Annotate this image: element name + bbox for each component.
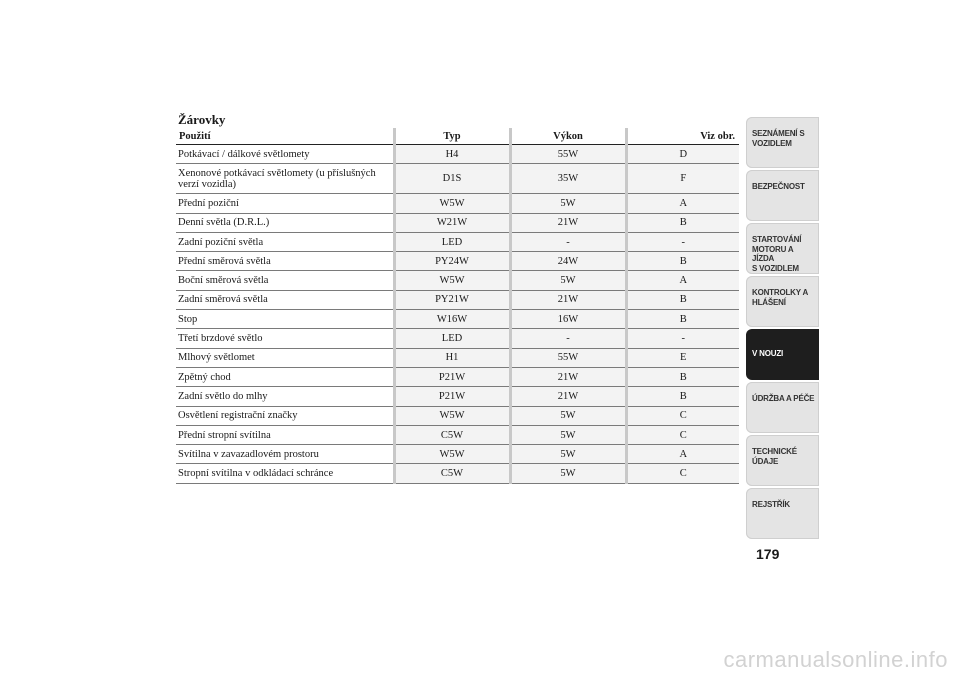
cell-type: P21W xyxy=(394,367,510,386)
cell-type: W21W xyxy=(394,213,510,232)
section-title: Žárovky xyxy=(178,112,226,127)
cell-usage: Osvětlení registrační značky xyxy=(176,406,394,425)
cell-figure: E xyxy=(626,348,739,367)
cell-type: W5W xyxy=(394,271,510,290)
cell-power: - xyxy=(510,329,626,348)
cell-power: 24W xyxy=(510,252,626,271)
table-row xyxy=(176,232,739,251)
cell-type: D1S xyxy=(394,164,510,194)
cell-figure: C xyxy=(626,464,739,483)
cell-power: 5W xyxy=(510,406,626,425)
cell-usage: Svítilna v zavazadlovém prostoru xyxy=(176,445,394,464)
cell-power: 5W xyxy=(510,194,626,213)
cell-figure: B xyxy=(626,252,739,271)
cell-usage: Přední stropní svítilna xyxy=(176,425,394,444)
cell-power: - xyxy=(510,232,626,251)
cell-type: W5W xyxy=(394,406,510,425)
chapter-nav xyxy=(746,117,819,541)
cell-figure: - xyxy=(626,232,739,251)
nav-tab-label: TECHNICKÉ xyxy=(752,447,797,456)
cell-figure: A xyxy=(626,445,739,464)
cell-power: 21W xyxy=(510,290,626,309)
cell-type: P21W xyxy=(394,387,510,406)
cell-usage: Zadní světlo do mlhy xyxy=(176,387,394,406)
nav-tab-label: STARTOVÁNÍ xyxy=(752,235,802,244)
table-row xyxy=(176,425,739,444)
table-row xyxy=(176,213,739,232)
header-usage: Použití xyxy=(176,128,394,145)
header-figure: Viz obr. xyxy=(626,128,739,145)
nav-tab-label: ÚDAJE xyxy=(752,456,779,466)
cell-figure: A xyxy=(626,271,739,290)
cell-usage: Zadní směrová světla xyxy=(176,290,394,309)
cell-figure: C xyxy=(626,406,739,425)
cell-figure: A xyxy=(626,194,739,213)
table-row xyxy=(176,310,739,329)
table-row xyxy=(176,329,739,348)
nav-tab[interactable] xyxy=(746,276,819,327)
cell-power: 55W xyxy=(510,145,626,164)
table-row xyxy=(176,406,739,425)
cell-figure: B xyxy=(626,387,739,406)
cell-type: LED xyxy=(394,232,510,251)
cell-usage: Boční směrová světla xyxy=(176,271,394,290)
nav-tab-label: ÚDRŽBA A PÉČE xyxy=(752,394,815,403)
header-power: Výkon xyxy=(510,128,626,145)
nav-tab-label: REJSTŘÍK xyxy=(752,500,790,509)
cell-figure: C xyxy=(626,425,739,444)
cell-type: LED xyxy=(394,329,510,348)
cell-usage: Přední směrová světla xyxy=(176,252,394,271)
nav-tab[interactable] xyxy=(746,488,819,539)
cell-usage: Potkávací / dálkové světlomety xyxy=(176,145,394,164)
cell-power: 5W xyxy=(510,464,626,483)
table-row xyxy=(176,164,739,194)
cell-power: 16W xyxy=(510,310,626,329)
table-row xyxy=(176,445,739,464)
cell-figure: - xyxy=(626,329,739,348)
cell-figure: F xyxy=(626,164,739,194)
nav-tab-label: VOZIDLEM xyxy=(752,138,792,148)
cell-figure: B xyxy=(626,213,739,232)
nav-tab[interactable] xyxy=(746,435,819,486)
table-row xyxy=(176,387,739,406)
cell-type: H4 xyxy=(394,145,510,164)
cell-type: PY24W xyxy=(394,252,510,271)
cell-type: H1 xyxy=(394,348,510,367)
table-row xyxy=(176,271,739,290)
cell-usage: Zadní poziční světla xyxy=(176,232,394,251)
cell-type: PY21W xyxy=(394,290,510,309)
cell-usage: Třetí brzdové světlo xyxy=(176,329,394,348)
cell-power: 21W xyxy=(510,387,626,406)
cell-usage: Mlhový světlomet xyxy=(176,348,394,367)
nav-tab[interactable] xyxy=(746,170,819,221)
nav-tab-label: SEZNÁMENÍ S xyxy=(752,129,805,138)
table-row xyxy=(176,145,739,164)
nav-tab-label: BEZPEČNOST xyxy=(752,182,805,191)
cell-figure: B xyxy=(626,367,739,386)
cell-power: 5W xyxy=(510,445,626,464)
cell-type: C5W xyxy=(394,425,510,444)
cell-usage: Zpětný chod xyxy=(176,367,394,386)
nav-tab[interactable] xyxy=(746,382,819,433)
cell-power: 35W xyxy=(510,164,626,194)
bulb-table xyxy=(176,128,739,484)
cell-usage: Xenonové potkávací světlomety (u příslušných verzí vozidla) xyxy=(176,164,394,194)
cell-usage: Stropní svítilna v odkládací schránce xyxy=(176,464,394,483)
cell-type: W5W xyxy=(394,445,510,464)
nav-tab[interactable] xyxy=(746,329,819,380)
cell-usage: Přední poziční xyxy=(176,194,394,213)
cell-usage: Denní světla (D.R.L.) xyxy=(176,213,394,232)
nav-tab-label: MOTORU A JÍZDA xyxy=(752,244,794,263)
cell-figure: B xyxy=(626,310,739,329)
nav-tab-label: S VOZIDLEM xyxy=(752,263,799,273)
bulb-table-body xyxy=(176,145,739,484)
cell-power: 5W xyxy=(510,425,626,444)
nav-tab[interactable] xyxy=(746,117,819,168)
nav-tab-label: KONTROLKY A xyxy=(752,288,809,297)
cell-power: 21W xyxy=(510,213,626,232)
nav-tab[interactable] xyxy=(746,223,819,274)
table-row xyxy=(176,367,739,386)
nav-tab-label: HLÁŠENÍ xyxy=(752,297,786,307)
table-header-row xyxy=(176,128,739,145)
table-row xyxy=(176,464,739,483)
cell-type: C5W xyxy=(394,464,510,483)
table-row xyxy=(176,290,739,309)
watermark: carmanualsonline.info xyxy=(723,647,948,672)
cell-type: W16W xyxy=(394,310,510,329)
table-row xyxy=(176,348,739,367)
cell-power: 55W xyxy=(510,348,626,367)
cell-figure: B xyxy=(626,290,739,309)
header-type: Typ xyxy=(394,128,510,145)
cell-usage: Stop xyxy=(176,310,394,329)
table-row xyxy=(176,252,739,271)
cell-power: 5W xyxy=(510,271,626,290)
page-number: 179 xyxy=(756,546,780,562)
cell-figure: D xyxy=(626,145,739,164)
cell-power: 21W xyxy=(510,367,626,386)
nav-tab-label: V NOUZI xyxy=(752,349,784,358)
cell-type: W5W xyxy=(394,194,510,213)
table-row xyxy=(176,194,739,213)
